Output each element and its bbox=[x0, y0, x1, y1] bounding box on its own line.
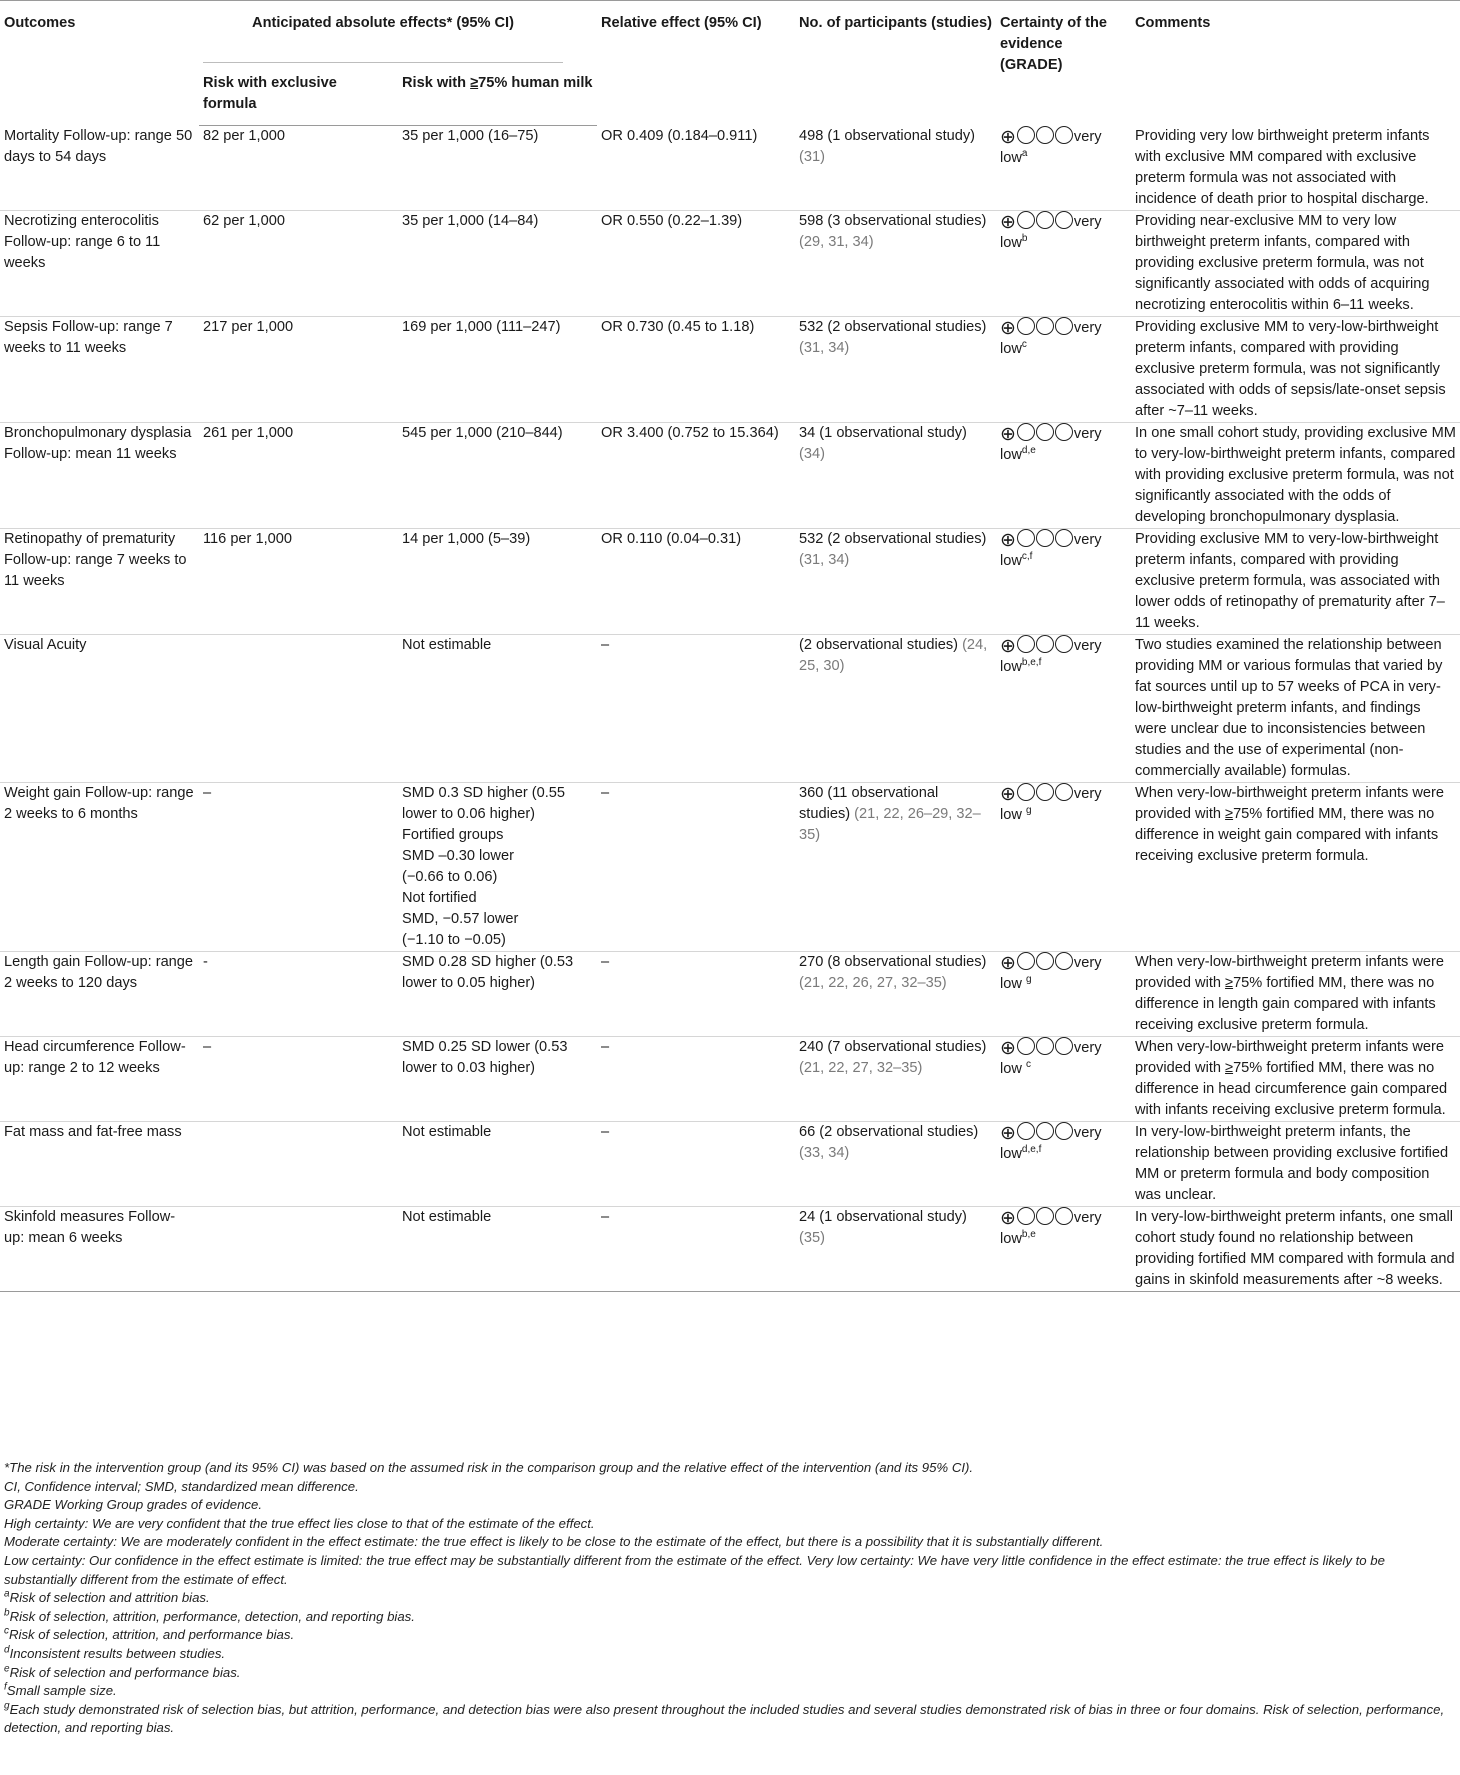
certainty-cell: ⊕ very low$^c$ bbox=[996, 316, 1131, 422]
formula-risk-cell: 62 per 1,000 bbox=[199, 210, 398, 316]
outcome-cell: Sepsis Follow-up: range 7 weeks to 11 weeks bbox=[0, 316, 199, 422]
empty-circle-icon bbox=[1017, 952, 1035, 970]
milk-risk-cell bbox=[398, 782, 597, 951]
reference-links: (29, 31, 34) bbox=[799, 233, 874, 250]
relative-effect-cell: OR 0.110 (0.04–0.31) bbox=[597, 528, 795, 634]
footnote: CI, Confidence interval; SMD, standardized mean difference. bbox=[4, 1478, 359, 1494]
reference-links: (35) bbox=[799, 1229, 825, 1246]
empty-circle-icon bbox=[1017, 529, 1035, 547]
table-body bbox=[0, 126, 1460, 1292]
footnote: $^a$Risk of selection and attrition bias. bbox=[4, 1588, 210, 1606]
certainty-plus-circle-icon: ⊕ bbox=[1000, 423, 1016, 445]
formula-risk-cell bbox=[199, 634, 398, 782]
formula-risk-cell: 82 per 1,000 bbox=[199, 126, 398, 211]
participants-cell: 532 (2 observational studies) (31, 34) bbox=[795, 528, 996, 634]
milk-risk-cell bbox=[398, 1036, 597, 1121]
milk-risk-line: 169 per 1,000 (111–247) bbox=[402, 318, 561, 335]
outcome-cell: Skinfold measures Follow-up: mean 6 weeks bbox=[0, 1206, 199, 1291]
certainty-cell: ⊕ very low$^{d,e,f}$ bbox=[996, 1121, 1131, 1206]
comment-cell bbox=[1131, 422, 1460, 528]
empty-circle-icon bbox=[1055, 423, 1073, 441]
participants-cell: 24 (1 observational study) (35) bbox=[795, 1206, 996, 1291]
certainty-cell: ⊕ very low$^a$ bbox=[996, 126, 1131, 211]
relative-effect-cell: – bbox=[597, 782, 795, 951]
comment-cell bbox=[1131, 634, 1460, 782]
table-row bbox=[0, 634, 1460, 782]
certainty-plus-circle-icon: ⊕ bbox=[1000, 317, 1016, 339]
relative-effect-cell: OR 0.409 (0.184–0.911) bbox=[597, 126, 795, 211]
table-row bbox=[0, 1121, 1460, 1206]
outcome-cell: Fat mass and fat-free mass bbox=[0, 1121, 199, 1206]
comment-text: In one small cohort study, providing exclusive MM to very-low-birthweight preterm infants, compared with providing exclusive preterm formula, was not significantly associated with the odds of developing bronchopulmonary dysplasia. bbox=[1135, 424, 1456, 525]
formula-risk-cell: - bbox=[199, 951, 398, 1036]
outcome-cell: Bronchopulmonary dysplasia Follow-up: mean 11 weeks bbox=[0, 422, 199, 528]
comment-cell: When very-low-birthweight preterm infants were provided with ≥75% fortified MM, there was no difference in weight gain compared with infants receiving exclusive preterm formula. bbox=[1131, 782, 1460, 951]
milk-risk-line: SMD 0.25 SD lower (0.53 lower to 0.03 higher) bbox=[402, 1038, 568, 1076]
empty-circle-icon bbox=[1017, 635, 1035, 653]
header-participants: No. of participants (studies) bbox=[795, 1, 996, 126]
milk-risk-line: SMD 0.28 SD higher (0.53 lower to 0.05 higher) bbox=[402, 953, 574, 991]
relative-effect-cell: – bbox=[597, 634, 795, 782]
footnote: *The risk in the intervention group (and its 95% CI) was based on the assumed risk in the comparison group and the relative effect of the intervention (and its 95% CI). bbox=[4, 1460, 974, 1475]
milk-risk-line: Not estimable bbox=[402, 1123, 492, 1140]
comment-cell: When very-low-birthweight preterm infants were provided with ≥75% fortified MM, there was no difference in head circumference gain compared with infants receiving exclusive preterm formula. bbox=[1131, 1036, 1460, 1121]
milk-risk-cell bbox=[398, 528, 597, 634]
header-comments: Comments bbox=[1131, 1, 1460, 126]
table-row bbox=[0, 1206, 1460, 1291]
relative-effect-cell: OR 0.730 (0.45 to 1.18) bbox=[597, 316, 795, 422]
empty-circle-icon bbox=[1055, 952, 1073, 970]
reference-links: (31, 34) bbox=[799, 551, 850, 568]
outcome-cell: Necrotizing enterocolitis Follow-up: range 6 to 11 weeks bbox=[0, 210, 199, 316]
certainty-plus-circle-icon: ⊕ bbox=[1000, 126, 1016, 148]
outcome-cell: Head circumference Follow-up: range 2 to 12 weeks bbox=[0, 1036, 199, 1121]
header-outcomes: Outcomes bbox=[0, 1, 199, 126]
certainty-plus-circle-icon: ⊕ bbox=[1000, 1037, 1016, 1059]
comment-text: Providing near-exclusive MM to very low birthweight preterm infants, compared with providing exclusive preterm formula, was not significantly associated with odds of acquiring necrotizing enterocolitis within 6–11 weeks. bbox=[1135, 212, 1430, 313]
footnote: $^f$Small sample size. bbox=[4, 1681, 117, 1699]
reference-links: (21, 22, 26, 27, 32–35) bbox=[799, 974, 947, 991]
milk-risk-line: 35 per 1,000 (14–84) bbox=[402, 212, 539, 229]
relative-effect-cell: – bbox=[597, 1036, 795, 1121]
certainty-plus-circle-icon: ⊕ bbox=[1000, 529, 1016, 551]
footnote: $^e$Risk of selection and performance bias. bbox=[4, 1663, 241, 1680]
empty-circle-icon bbox=[1055, 1122, 1073, 1140]
footnote: Moderate certainty: We are moderately confident in the effect estimate: the true effect is likely to be close to the estimate of the effect, but there is a possibility that it is substantially different. bbox=[4, 1534, 1104, 1550]
relative-effect-cell: OR 3.400 (0.752 to 15.364) bbox=[597, 422, 795, 528]
header-anticipated-effects bbox=[199, 1, 597, 64]
comment-cell bbox=[1131, 1206, 1460, 1291]
empty-circle-icon bbox=[1055, 1207, 1073, 1225]
empty-circle-icon bbox=[1017, 1122, 1035, 1140]
milk-risk-line: (−1.10 to −0.05) bbox=[402, 931, 506, 948]
milk-risk-line: 35 per 1,000 (16–75) bbox=[402, 128, 539, 144]
certainty-cell: ⊕ very low$^{d,e}$ bbox=[996, 422, 1131, 528]
header-anticipated-label: Anticipated absolute effects* (95% CI) bbox=[252, 15, 514, 31]
milk-risk-cell bbox=[398, 316, 597, 422]
empty-circle-icon bbox=[1055, 317, 1073, 335]
participants-cell: (2 observational studies) (24, 25, 30) bbox=[795, 634, 996, 782]
certainty-plus-circle-icon: ⊕ bbox=[1000, 1122, 1016, 1144]
milk-risk-line: SMD 0.3 SD higher (0.55 lower to 0.06 higher) bbox=[402, 784, 566, 822]
empty-circle-icon bbox=[1055, 1037, 1073, 1055]
empty-circle-icon bbox=[1017, 1037, 1035, 1055]
outcome-cell: Mortality Follow-up: range 50 days to 54 days bbox=[0, 126, 199, 211]
empty-circle-icon bbox=[1036, 783, 1054, 801]
milk-risk-cell bbox=[398, 422, 597, 528]
formula-risk-cell: – bbox=[199, 782, 398, 951]
formula-risk-cell: 217 per 1,000 bbox=[199, 316, 398, 422]
empty-circle-icon bbox=[1036, 126, 1054, 144]
table-row bbox=[0, 316, 1460, 422]
formula-risk-cell: 261 per 1,000 bbox=[199, 422, 398, 528]
empty-circle-icon bbox=[1017, 423, 1035, 441]
certainty-cell: ⊕ very low $^c$ bbox=[996, 1036, 1131, 1121]
relative-effect-cell: – bbox=[597, 1206, 795, 1291]
reference-links: (21, 22, 27, 32–35) bbox=[799, 1059, 923, 1076]
reference-links: (24, 25, 30) bbox=[799, 636, 988, 674]
table-row bbox=[0, 210, 1460, 316]
reference-links: (33, 34) bbox=[799, 1144, 850, 1161]
header-risk-milk: Risk with ≥75% human milk bbox=[398, 63, 597, 126]
outcome-cell: Length gain Follow-up: range 2 weeks to 120 days bbox=[0, 951, 199, 1036]
certainty-cell: ⊕ very low $^g$ bbox=[996, 951, 1131, 1036]
empty-circle-icon bbox=[1036, 635, 1054, 653]
footnote: $^d$Inconsistent results between studies. bbox=[4, 1644, 226, 1661]
header-row bbox=[0, 1, 1460, 64]
certainty-plus-circle-icon: ⊕ bbox=[1000, 211, 1016, 233]
comment-text: In very-low-birthweight preterm infants, one small cohort study found no relationship between providing fortified MM compared with formula and gains in skinfold measurements after ~8 weeks. bbox=[1135, 1208, 1455, 1288]
footnote: $^c$Risk of selection, attrition, and performance bias. bbox=[4, 1625, 295, 1643]
milk-risk-line: Not fortified bbox=[402, 889, 477, 906]
milk-risk-line: (−0.66 to 0.06) bbox=[402, 868, 498, 885]
certainty-plus-circle-icon: ⊕ bbox=[1000, 1207, 1016, 1229]
participants-cell: 270 (8 observational studies) (21, 22, 26, 27, 32–35) bbox=[795, 951, 996, 1036]
reference-links: (34) bbox=[799, 445, 825, 462]
comment-cell bbox=[1131, 126, 1460, 211]
table-row bbox=[0, 126, 1460, 211]
empty-circle-icon bbox=[1017, 317, 1035, 335]
footnote: GRADE Working Group grades of evidence. bbox=[4, 1497, 263, 1513]
certainty-plus-circle-icon: ⊕ bbox=[1000, 783, 1016, 805]
empty-circle-icon bbox=[1036, 1207, 1054, 1225]
empty-circle-icon bbox=[1055, 211, 1073, 229]
reference-links: (31) bbox=[799, 148, 825, 165]
empty-circle-icon bbox=[1036, 1037, 1054, 1055]
milk-risk-line: SMD, −0.57 lower bbox=[402, 910, 519, 927]
participants-cell: 34 (1 observational study) (34) bbox=[795, 422, 996, 528]
certainty-cell: ⊕ very low$^b$ bbox=[996, 210, 1131, 316]
footnote: $^b$Risk of selection, attrition, performance, detection, and reporting bias. bbox=[4, 1607, 415, 1624]
empty-circle-icon bbox=[1055, 635, 1073, 653]
milk-risk-cell bbox=[398, 126, 597, 211]
certainty-cell: ⊕ very low$^{b,e}$ bbox=[996, 1206, 1131, 1291]
reference-links: (31, 34) bbox=[799, 339, 850, 356]
milk-risk-line: SMD –0.30 lower bbox=[402, 847, 514, 864]
table-footnotes bbox=[4, 1459, 1454, 1738]
comment-text: In very-low-birthweight preterm infants, the relationship between providing exclusive fortified MM or preterm formula and body composition was unclear. bbox=[1135, 1123, 1449, 1203]
comment-text: Providing exclusive MM to very-low-birthweight preterm infants, compared with providing exclusive preterm formula, was associated with lower odds of retinopathy of prematurity after 7–11 weeks. bbox=[1135, 530, 1445, 631]
footnote: Low certainty: Our confidence in the effect estimate is limited: the true effect may be substantially different from the estimate of the effect. Very low certainty: We have very little confidence in the effect estimate: the true effect is likely to be substantially different from the estimate of effect. bbox=[4, 1552, 1385, 1587]
certainty-cell: ⊕ very low $^g$ bbox=[996, 782, 1131, 951]
header-span-rule bbox=[203, 34, 563, 63]
milk-risk-line: Not estimable bbox=[402, 1208, 492, 1225]
milk-risk-line: Not estimable bbox=[402, 636, 492, 653]
relative-effect-cell: – bbox=[597, 951, 795, 1036]
relative-effect-cell: OR 0.550 (0.22–1.39) bbox=[597, 210, 795, 316]
certainty-plus-circle-icon: ⊕ bbox=[1000, 635, 1016, 657]
empty-circle-icon bbox=[1036, 529, 1054, 547]
empty-circle-icon bbox=[1055, 783, 1073, 801]
participants-cell: 598 (3 observational studies) (29, 31, 34) bbox=[795, 210, 996, 316]
empty-circle-icon bbox=[1036, 211, 1054, 229]
milk-risk-cell bbox=[398, 1206, 597, 1291]
certainty-plus-circle-icon: ⊕ bbox=[1000, 952, 1016, 974]
outcome-cell: Visual Acuity bbox=[0, 634, 199, 782]
comment-text: Two studies examined the relationship between providing MM or various formulas that varied by fat sources until up to 57 weeks of PCA in very-low-birthweight preterm infants, and findings were unclear due to inconsistencies between studies and the use of experimental (non-commercially available) formulas. bbox=[1135, 636, 1443, 779]
empty-circle-icon bbox=[1036, 317, 1054, 335]
reference-links: (21, 22, 26–29, 32–35) bbox=[799, 805, 981, 843]
empty-circle-icon bbox=[1017, 1207, 1035, 1225]
comment-text: Providing very low birthweight preterm infants with exclusive MM compared with exclusive preterm formula was not associated with incidence of death prior to hospital discharge. bbox=[1135, 127, 1430, 207]
milk-risk-cell bbox=[398, 951, 597, 1036]
empty-circle-icon bbox=[1055, 529, 1073, 547]
table-row bbox=[0, 951, 1460, 1036]
outcome-cell: Weight gain Follow-up: range 2 weeks to 6 months bbox=[0, 782, 199, 951]
certainty-cell: ⊕ very low$^{b,e,f}$ bbox=[996, 634, 1131, 782]
footnote: High certainty: We are very confident that the true effect lies close to that of the estimate of the effect. bbox=[4, 1515, 595, 1531]
empty-circle-icon bbox=[1017, 211, 1035, 229]
comment-cell: When very-low-birthweight preterm infants were provided with ≥75% fortified MM, there was no difference in length gain compared with infants receiving exclusive preterm formula. bbox=[1131, 951, 1460, 1036]
participants-cell: 360 (11 observational studies) (21, 22, 26–29, 32–35) bbox=[795, 782, 996, 951]
certainty-cell: ⊕ very low$^{c,f}$ bbox=[996, 528, 1131, 634]
table-row bbox=[0, 422, 1460, 528]
milk-risk-line: Fortified groups bbox=[402, 826, 504, 843]
empty-circle-icon bbox=[1036, 952, 1054, 970]
empty-circle-icon bbox=[1036, 423, 1054, 441]
milk-risk-line: 14 per 1,000 (5–39) bbox=[402, 530, 531, 547]
empty-circle-icon bbox=[1036, 1122, 1054, 1140]
header-certainty: Certainty of the evidence (GRADE) bbox=[996, 1, 1131, 126]
comment-cell bbox=[1131, 210, 1460, 316]
table-row bbox=[0, 528, 1460, 634]
footnote: $^g$Each study demonstrated risk of selection bias, but attrition, performance, and detection bias were also present throughout the included studies and several studies demonstrated risk of bias in three or four domains. Risk of selection, performance, detection, and reporting bias. bbox=[4, 1700, 1445, 1736]
empty-circle-icon bbox=[1017, 126, 1035, 144]
milk-risk-cell bbox=[398, 634, 597, 782]
comment-cell bbox=[1131, 1121, 1460, 1206]
milk-risk-line: 545 per 1,000 (210–844) bbox=[402, 424, 563, 441]
participants-cell: 66 (2 observational studies) (33, 34) bbox=[795, 1121, 996, 1206]
empty-circle-icon bbox=[1055, 126, 1073, 144]
comment-cell bbox=[1131, 528, 1460, 634]
empty-circle-icon bbox=[1017, 783, 1035, 801]
table-row bbox=[0, 782, 1460, 951]
table-row bbox=[0, 1036, 1460, 1121]
milk-risk-cell bbox=[398, 210, 597, 316]
outcome-cell: Retinopathy of prematurity Follow-up: range 7 weeks to 11 weeks bbox=[0, 528, 199, 634]
formula-risk-cell: – bbox=[199, 1036, 398, 1121]
formula-risk-cell: 116 per 1,000 bbox=[199, 528, 398, 634]
comment-cell bbox=[1131, 316, 1460, 422]
participants-cell: 532 (2 observational studies) (31, 34) bbox=[795, 316, 996, 422]
relative-effect-cell: – bbox=[597, 1121, 795, 1206]
header-risk-formula: Risk with exclusive formula bbox=[199, 63, 398, 126]
formula-risk-cell bbox=[199, 1206, 398, 1291]
comment-text: Providing exclusive MM to very-low-birthweight preterm infants, compared with providing exclusive preterm formula, was not significantly associated with odds of sepsis/late-onset sepsis after ~7–11 weeks. bbox=[1135, 318, 1446, 419]
formula-risk-cell bbox=[199, 1121, 398, 1206]
participants-cell: 498 (1 observational study) (31) bbox=[795, 126, 996, 211]
milk-risk-cell bbox=[398, 1121, 597, 1206]
header-relative-effect: Relative effect (95% CI) bbox=[597, 1, 795, 126]
participants-cell: 240 (7 observational studies) (21, 22, 27, 32–35) bbox=[795, 1036, 996, 1121]
